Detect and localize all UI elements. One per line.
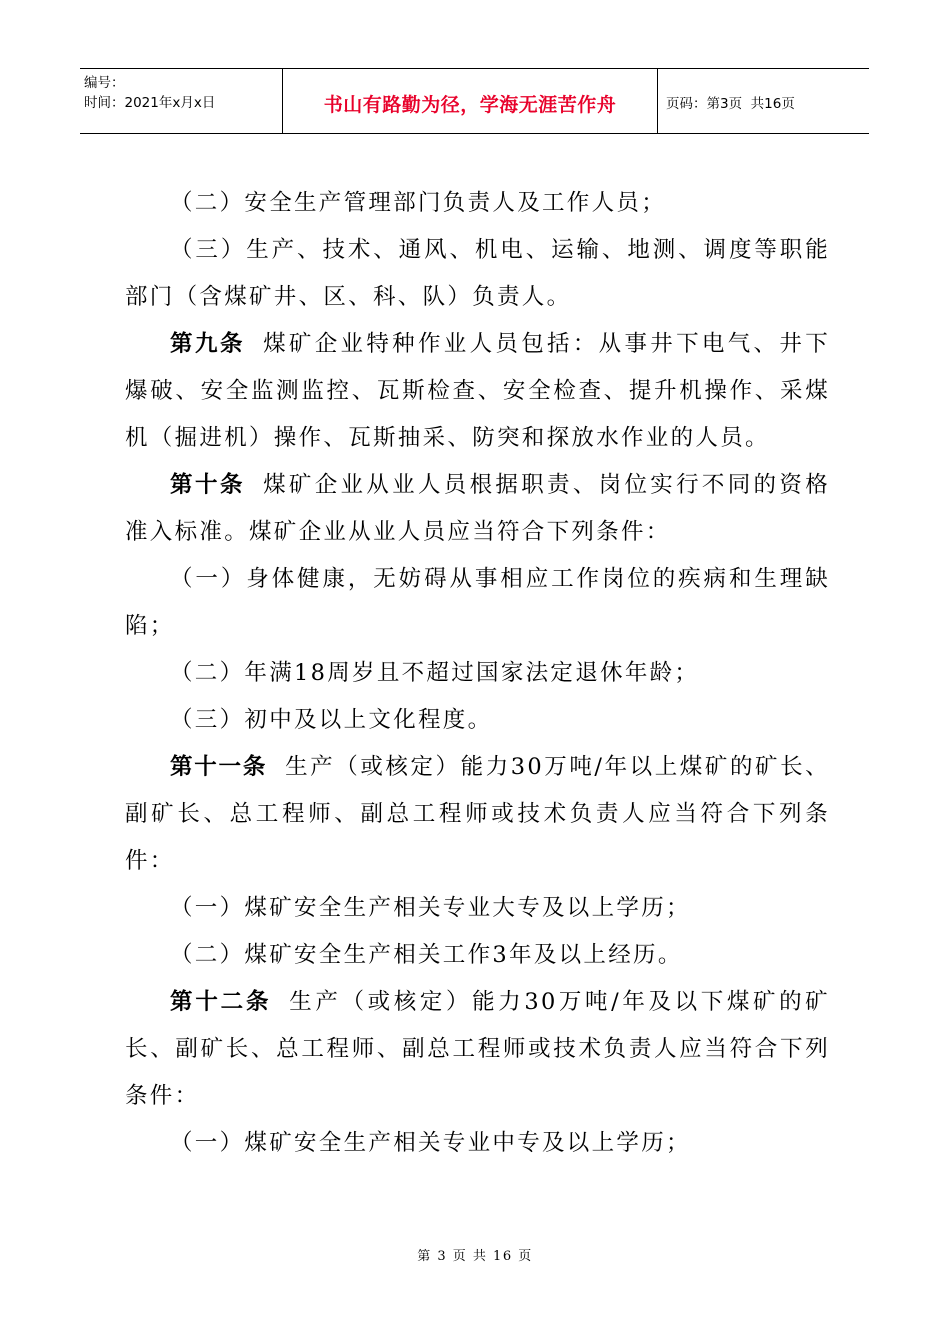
document-number-label: 编号：	[84, 75, 125, 91]
paragraph-text: （三）初中及以上文化程度。	[170, 707, 493, 733]
paragraph-text: （二）年满18周岁且不超过国家法定退休年龄；	[170, 660, 700, 686]
paragraph-text: （一）煤矿安全生产相关专业大专及以上学历；	[170, 895, 691, 921]
paragraph	[125, 227, 830, 321]
paragraph	[125, 556, 830, 650]
page-footer	[0, 1245, 950, 1264]
document-time-label: 时间：2021年x月x日	[84, 95, 216, 111]
header-page-info	[658, 69, 869, 133]
paragraph	[125, 650, 830, 697]
article-number: 第十二条	[170, 989, 272, 1015]
article-number: 第十条	[170, 472, 246, 498]
paragraph	[125, 932, 830, 979]
document-header	[80, 68, 869, 134]
header-motto: 书山有路勤为径，学海无涯苦作舟	[283, 69, 658, 133]
article-number: 第九条	[170, 331, 246, 357]
paragraph	[125, 321, 830, 462]
paragraph	[125, 979, 830, 1120]
paragraph	[125, 1120, 830, 1167]
page-number: 第 3 页 共 16 页	[417, 1249, 533, 1264]
paragraph-text: （二）安全生产管理部门负责人及工作人员；	[170, 190, 667, 216]
paragraph	[125, 744, 830, 885]
header-meta	[80, 69, 283, 133]
paragraph-text: （二）煤矿安全生产相关工作3年及以上经历。	[170, 942, 683, 968]
paragraph	[125, 885, 830, 932]
paragraph	[125, 697, 830, 744]
paragraph	[125, 180, 830, 227]
paragraph-text: 生产（或核定）能力30万吨/年及以下煤矿的矿长、副矿长、总工程师、副总工程师或技术负责人应当符合下列条件：	[125, 989, 830, 1109]
paragraph-text: （三）生产、技术、通风、机电、运输、地测、调度等职能部门（含煤矿井、区、科、队）负责人。	[125, 237, 830, 310]
article-number: 第十一条	[170, 754, 268, 780]
header-page-text: 页码：第3页 共16页	[666, 96, 795, 112]
paragraph-text: （一）身体健康，无妨碍从事相应工作岗位的疾病和生理缺陷；	[125, 566, 830, 639]
paragraph-text: （一）煤矿安全生产相关专业中专及以上学历；	[170, 1130, 691, 1156]
paragraph	[125, 462, 830, 556]
paragraph-text: 煤矿企业从业人员根据职责、岗位实行不同的资格准入标准。煤矿企业从业人员应当符合下列条件：	[125, 472, 830, 545]
paragraph-text: 生产（或核定）能力30万吨/年以上煤矿的矿长、副矿长、总工程师、副总工程师或技术负责人应当符合下列条件：	[125, 754, 830, 874]
document-body	[125, 180, 830, 1167]
paragraph-text: 煤矿企业特种作业人员包括：从事井下电气、井下爆破、安全监测监控、瓦斯检查、安全检查、提升机操作、采煤机（掘进机）操作、瓦斯抽采、防突和探放水作业的人员。	[125, 331, 830, 451]
